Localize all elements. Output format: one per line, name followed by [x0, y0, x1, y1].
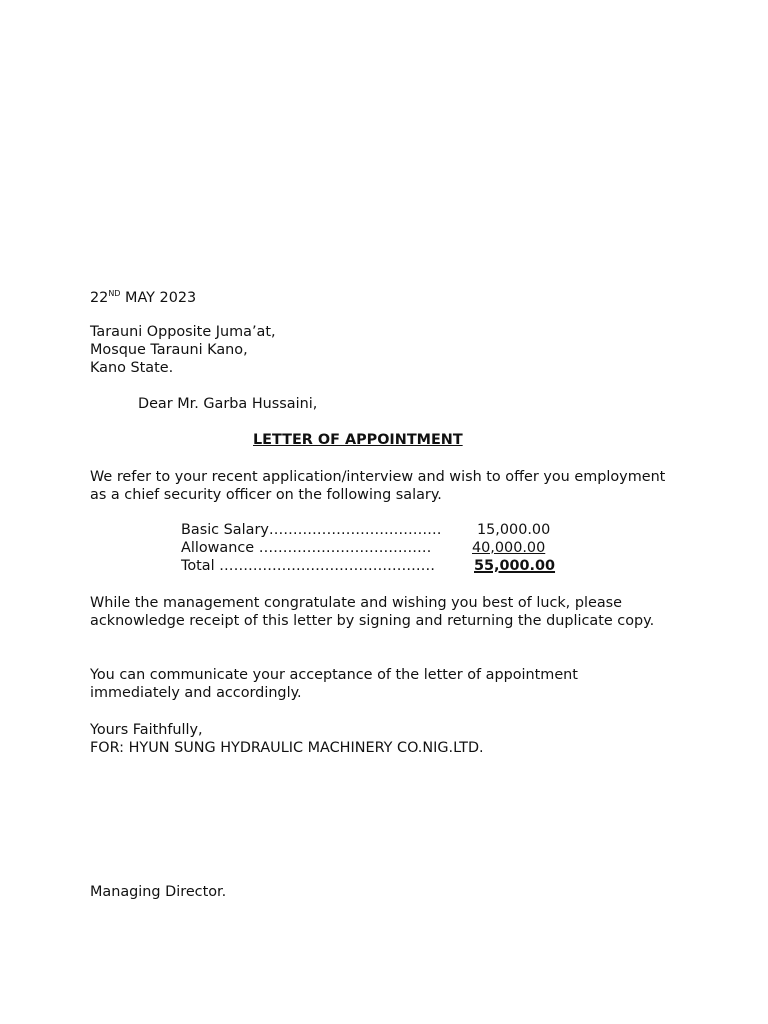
address-line-3: Kano State.: [90, 360, 174, 376]
closing-block: [90, 721, 484, 757]
address-line-1: Tarauni Opposite Juma’at,: [90, 324, 276, 340]
date-suffix: ND: [108, 289, 121, 298]
offer-paragraph: We refer to your recent application/interview and wish to offer you employment as a chief security officer on the following salary.: [90, 469, 666, 503]
date-day: 22: [90, 290, 109, 306]
signatory-title: Managing Director.: [90, 884, 227, 900]
date-month-year: MAY 2023: [120, 290, 197, 306]
acknowledge-paragraph: While the management congratulate and wishing you best of luck, please acknowledge receipt of this letter by signing and returning the duplicate copy.: [90, 595, 655, 629]
salary-value: 15,000.00: [477, 522, 551, 538]
salary-row-total: [181, 558, 581, 576]
salary-value: 40,000.00: [472, 540, 546, 556]
salutation: Dear Mr. Garba Hussaini,: [138, 396, 318, 412]
salary-total-value: 55,000.00: [474, 558, 556, 574]
closing-line: Yours Faithfully,: [90, 722, 203, 738]
letter-heading: LETTER OF APPOINTMENT: [253, 432, 463, 448]
salary-label: Total ………………………………………: [181, 558, 436, 574]
salary-label: Basic Salary………………………………: [181, 522, 442, 538]
company-line: FOR: HYUN SUNG HYDRAULIC MACHINERY CO.NIG.LTD.: [90, 740, 484, 756]
salary-row-basic: [181, 522, 581, 540]
acceptance-paragraph: You can communicate your acceptance of the letter of appointment immediately and accordingly.: [90, 667, 578, 701]
salary-label: Allowance ………………………………: [181, 540, 432, 556]
salary-row-allowance: [181, 540, 581, 558]
recipient-address: [90, 323, 276, 377]
letter-date: [90, 289, 196, 306]
address-line-2: Mosque Tarauni Kano,: [90, 342, 248, 358]
